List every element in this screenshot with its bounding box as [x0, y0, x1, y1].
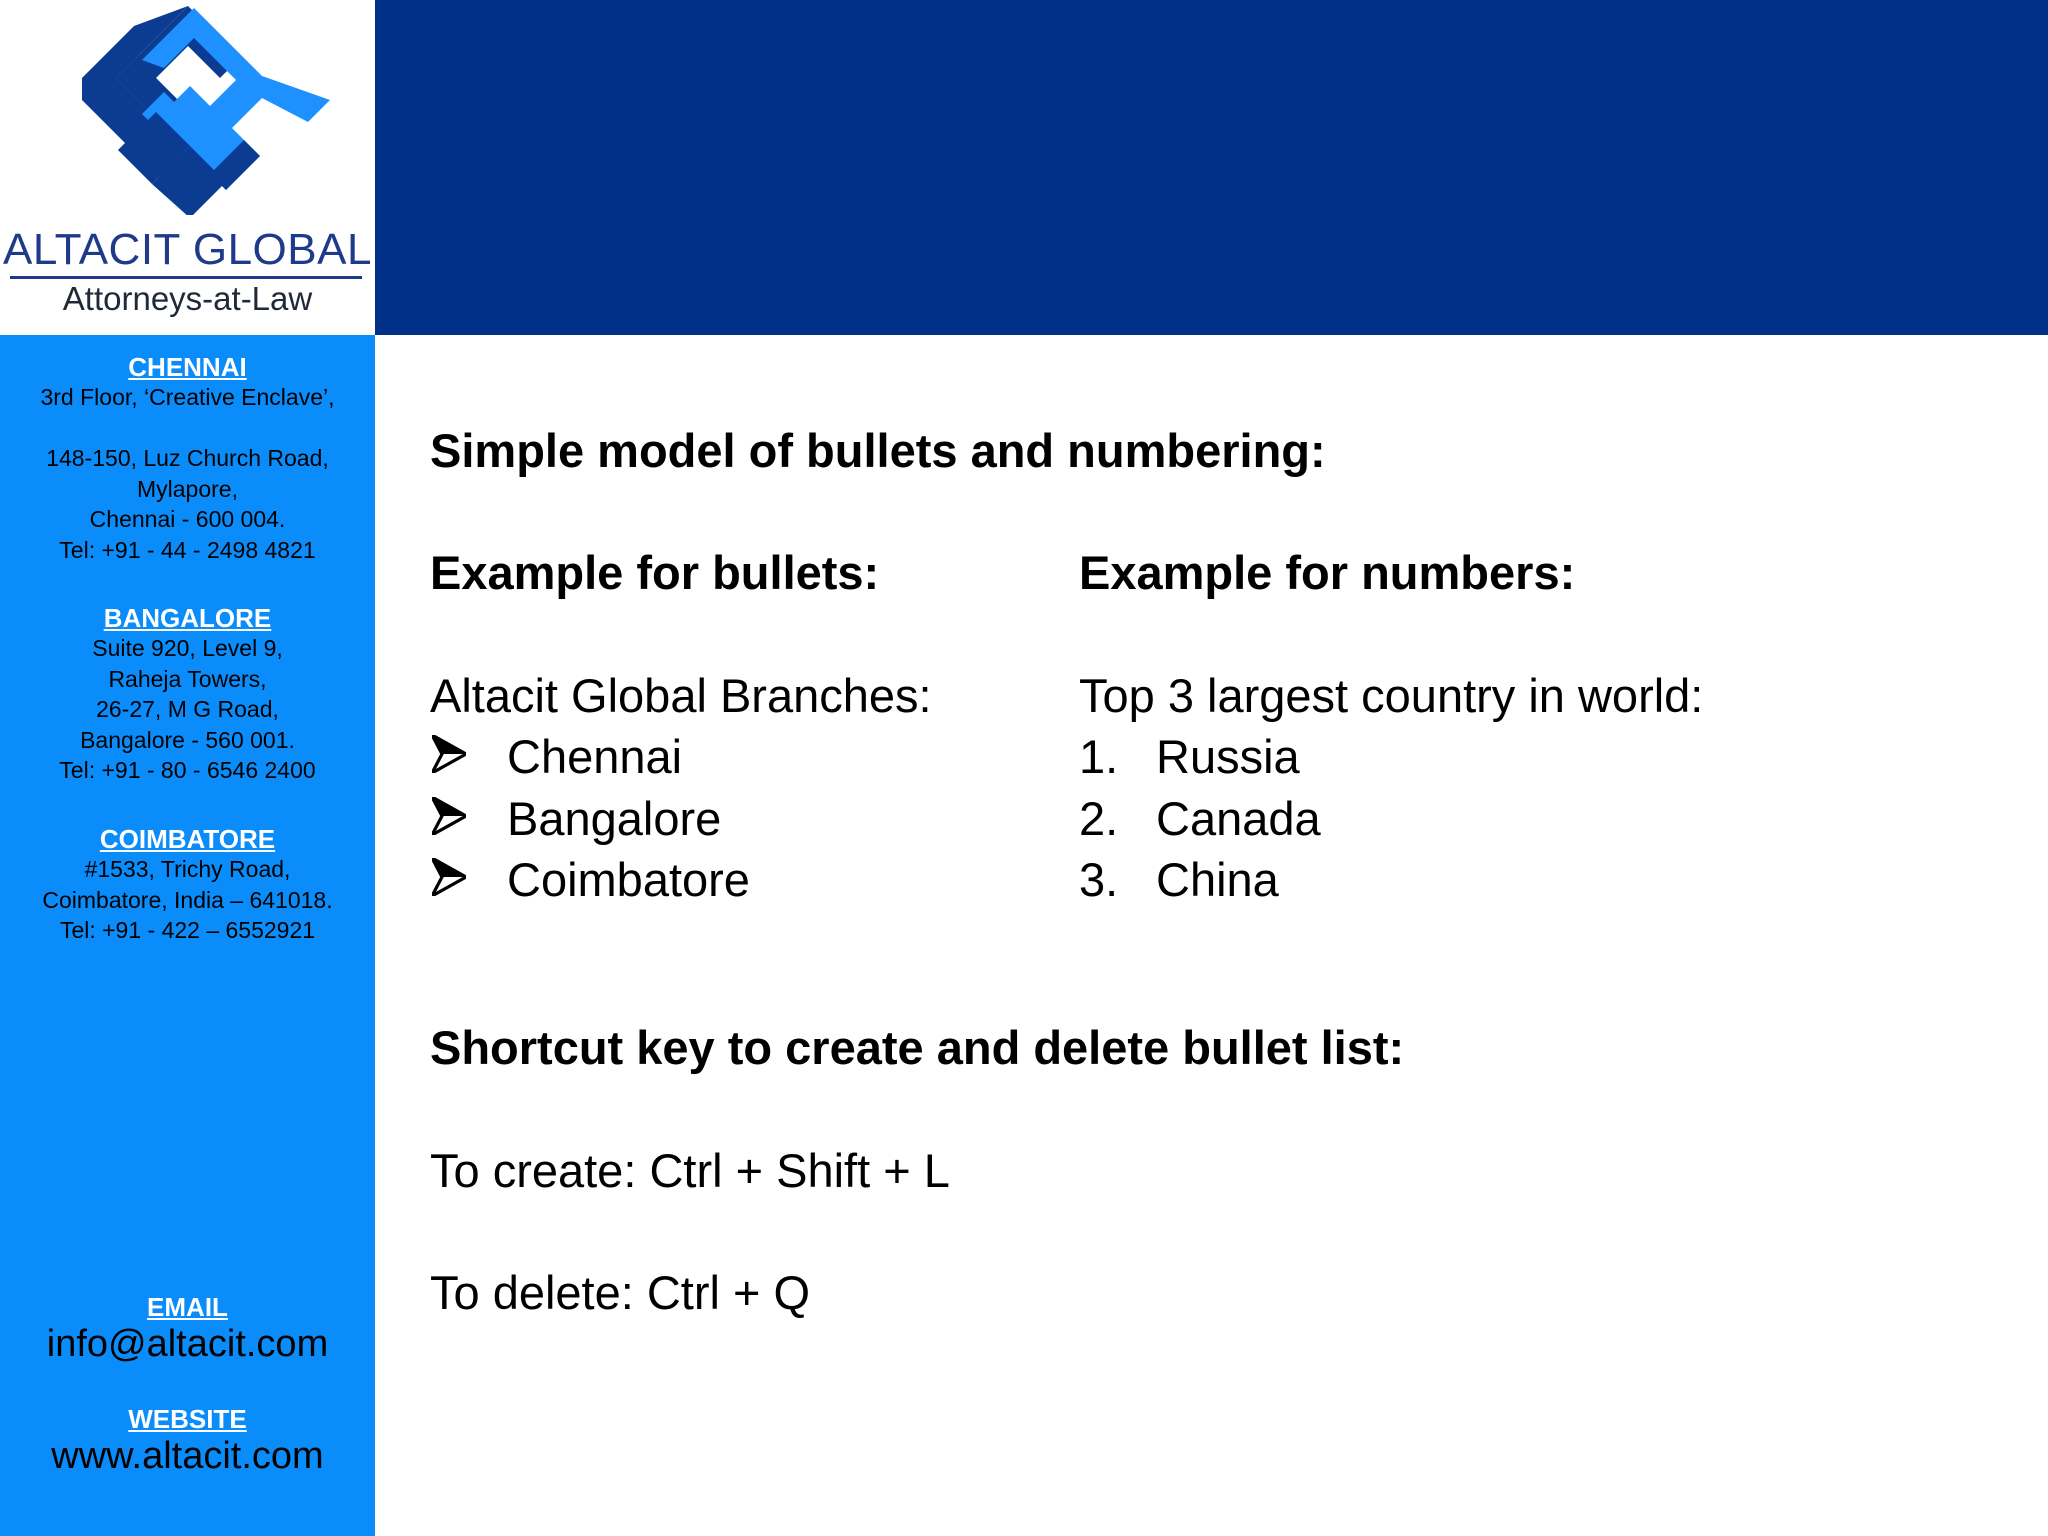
numbers-intro: Top 3 largest country in world: — [1079, 669, 1704, 722]
bullets-heading: Example for bullets: — [430, 546, 880, 599]
address-line: 3rd Floor, ‘Creative Enclave’, — [40, 384, 335, 410]
office-city: CHENNAI — [128, 352, 247, 382]
address-line: #1533, Trichy Road, — [84, 856, 291, 882]
bullet-text: Bangalore — [507, 792, 722, 845]
address-line — [0, 413, 375, 444]
numbered-text: China — [1156, 853, 1279, 906]
address-line: Chennai - 600 004. — [89, 506, 286, 532]
arrow-bullet-icon — [432, 735, 466, 773]
office-city: COIMBATORE — [99, 824, 276, 854]
altacit-logo-icon — [30, 0, 345, 215]
number-marker: 2. — [1079, 792, 1119, 845]
contact-email — [0, 1292, 375, 1366]
office-chennai — [0, 352, 375, 565]
logo — [0, 0, 375, 335]
address-line: Tel: +91 - 44 - 2498 4821 — [59, 536, 316, 563]
address-line: Bangalore - 560 001. — [80, 726, 295, 753]
numbered-text: Canada — [1156, 792, 1321, 845]
brand-name: ALTACIT GLOBAL — [3, 225, 372, 274]
address-line: Tel: +91 - 422 – 6552921 — [59, 917, 316, 943]
address-line: 148-150, Luz Church Road, — [46, 445, 329, 471]
address-line: Mylapore, — [137, 475, 238, 502]
bullet-text: Chennai — [507, 730, 683, 783]
brand-divider — [10, 276, 362, 279]
slide-content — [430, 335, 2010, 1536]
shortcut-delete: To delete: Ctrl + Q — [430, 1266, 811, 1319]
slide-title: Simple model of bullets and numbering: — [430, 424, 1326, 477]
sidebar — [0, 335, 375, 1536]
office-bangalore — [0, 603, 375, 786]
address-line: Coimbatore, India – 641018. — [42, 886, 333, 913]
number-marker: 3. — [1079, 853, 1119, 906]
number-marker: 1. — [1079, 730, 1119, 783]
office-city: BANGALORE — [103, 603, 272, 633]
bullet-text: Coimbatore — [507, 853, 750, 906]
numbers-heading: Example for numbers: — [1079, 546, 1576, 599]
arrow-bullet-icon — [432, 797, 466, 835]
shortcut-heading: Shortcut key to create and delete bullet list: — [430, 1021, 1405, 1074]
email-link[interactable]: info@altacit.com — [46, 1323, 329, 1365]
numbered-text: Russia — [1156, 730, 1300, 783]
bullets-intro: Altacit Global Branches: — [430, 669, 932, 722]
website-link[interactable]: www.altacit.com — [51, 1435, 324, 1477]
top-banner — [375, 0, 2048, 335]
shortcut-create: To create: Ctrl + Shift + L — [430, 1144, 950, 1197]
website-label: WEBSITE — [128, 1404, 247, 1434]
contact-website — [0, 1404, 375, 1478]
address-line: Raheja Towers, — [108, 665, 267, 692]
brand-tagline: Attorneys-at-Law — [62, 280, 313, 317]
address-line: Suite 920, Level 9, — [92, 635, 283, 661]
address-line: Tel: +91 - 80 - 6546 2400 — [59, 757, 316, 783]
arrow-bullet-icon — [432, 858, 466, 896]
address-line: 26-27, M G Road, — [96, 696, 279, 722]
email-label: EMAIL — [147, 1292, 228, 1322]
office-coimbatore — [0, 824, 375, 946]
